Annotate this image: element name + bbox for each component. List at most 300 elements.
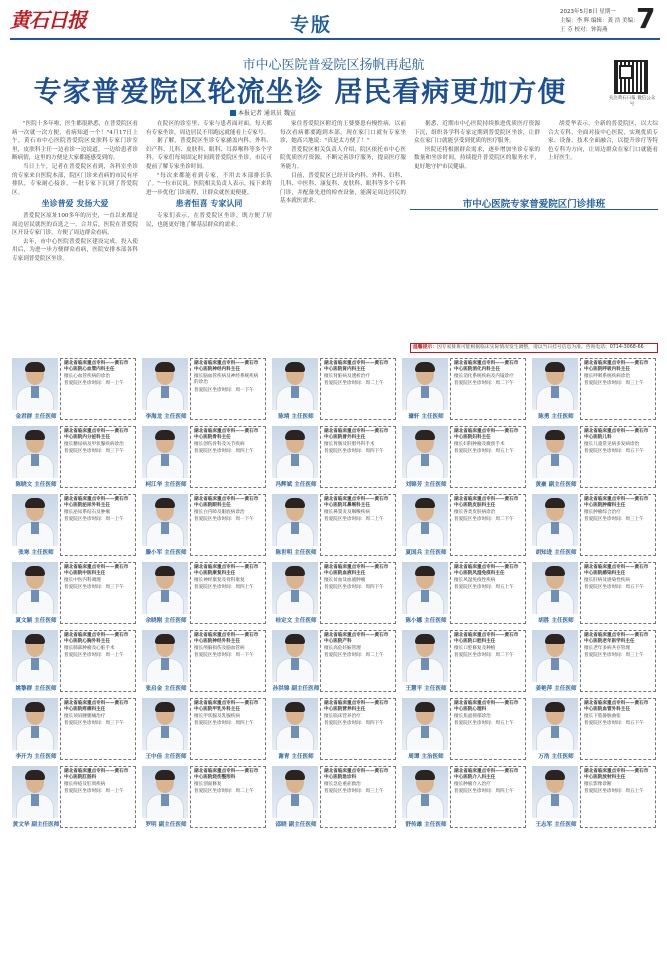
doctor-hair — [415, 430, 435, 440]
doctor-info-box — [450, 358, 526, 420]
doctor-schedule: 普爱院区坐诊时间：周二上午 — [324, 381, 384, 387]
doctor-schedule: 普爱院区坐诊时间：周二上午 — [324, 653, 384, 659]
doctor-specialty: 擅长中医内科调理 — [64, 577, 101, 583]
doctor-schedule: 普爱院区坐诊时间：周五下午 — [584, 449, 644, 455]
doctor-department: 湖北省临床重点专科——黄石市中心医院消化内科主任 — [454, 361, 519, 373]
doctor-info-box — [60, 358, 136, 420]
doctor-specialty: 擅长高危妊娠管理 — [324, 645, 361, 651]
doctor-hair — [415, 498, 435, 508]
doctor-schedule: 普爱院区坐诊时间：周四下午 — [324, 449, 384, 455]
article-paragraph: 在院区的诊室里，专家与患者面对面，每天都有专家坐诊，周边居民不用跑远就能看上专家号。 — [146, 121, 272, 136]
doctor-card — [400, 628, 528, 695]
doctor-info-box — [190, 630, 266, 692]
doctor-hair — [25, 566, 45, 576]
notice-text: 因专家排班可能根据临床实际情况发生调整，请以当日挂号信息为准。咨询电话：0714-3068-66 — [437, 345, 644, 350]
doctor-hair — [25, 634, 45, 644]
doctor-schedule: 普爱院区坐诊时间：周二下午 — [454, 381, 514, 387]
doctor-info-box — [60, 766, 136, 828]
doctor-schedule: 普爱院区坐诊时间：周一下午 — [194, 387, 254, 393]
doctor-schedule: 普爱院区坐诊时间：周五下午 — [584, 585, 644, 591]
doctor-schedule: 普爱院区坐诊时间：周一上午 — [64, 517, 124, 523]
doctor-collar — [31, 590, 39, 602]
doctor-name: 璩轩 主任医师 — [408, 414, 444, 420]
doctor-specialty: 擅长儿童常见病多发病诊治 — [584, 441, 640, 447]
doctor-name: 胡知进 主任医师 — [535, 550, 577, 556]
doctor-collar — [161, 522, 169, 534]
qr-code-icon — [614, 60, 648, 94]
doctor-photo — [402, 562, 448, 614]
doctor-department: 湖北省临床重点专科——黄石市中心医院内分泌科主任 — [64, 429, 129, 441]
doctor-name: 姚黎群 主任医师 — [15, 686, 57, 692]
notice-bar — [410, 343, 658, 353]
doctor-info-box — [450, 698, 526, 760]
doctor-collar — [421, 454, 429, 466]
doctor-department: 湖北省临床重点专科——黄石市中心医院感染科主任 — [584, 565, 649, 577]
doctor-name: 陈靖 主任医师 — [278, 414, 314, 420]
doctor-collar — [291, 726, 299, 738]
doctor-specialty: 擅长白内障及眼底病诊治 — [194, 509, 245, 515]
doctor-info-box — [320, 766, 396, 828]
doctor-specialty: 擅长糖尿病及甲状腺疾病诊治 — [64, 441, 124, 447]
doctor-card — [530, 696, 658, 763]
doctor-photo — [142, 358, 188, 410]
doctor-hair — [25, 498, 45, 508]
doctor-info-box — [450, 766, 526, 828]
doctor-info-box — [450, 630, 526, 692]
article-paragraph: 目前，普爱院区已经开设内科、外科、妇科、儿科、中医科、康复科、皮肤科、眼科等多个专科门诊，并配备先进的检查设备，能满足周边居民的基本就医需求。 — [280, 172, 406, 205]
doctor-card — [270, 696, 398, 763]
doctor-specialty: 擅长鼻窦炎及咽喉疾病 — [324, 509, 370, 515]
doctor-hair — [415, 566, 435, 576]
doctor-info-box — [190, 562, 266, 624]
doctor-hair — [285, 566, 305, 576]
article-paragraph: "每次来都能看到专家，不用去本部排长队了。"一位市民说。医院相关负责人表示，接下来将进一步优化门诊流程，让群众就医更便捷。 — [146, 172, 272, 196]
doctor-specialty: 擅长消化系统疾病及内镜诊疗 — [454, 373, 514, 379]
doctor-photo — [12, 426, 58, 478]
doctor-hair — [285, 362, 305, 372]
section-name: 专版 — [290, 14, 333, 36]
doctor-card — [530, 356, 658, 423]
doctor-department: 湖北省临床重点专科——黄石市中心医院骨科主任 — [194, 429, 259, 441]
doctor-specialty: 擅长下肢静脉曲张 — [584, 713, 621, 719]
doctor-specialty: 擅长创伤骨科及关节疾病 — [194, 441, 245, 447]
doctor-department: 湖北省临床重点专科——黄石市中心医院中医科主任 — [64, 565, 129, 577]
doctor-name: 孙洪锦 副主任医师 — [272, 686, 320, 692]
doctor-collar — [161, 386, 169, 398]
doctor-hair — [285, 430, 305, 440]
doctor-collar — [291, 794, 299, 806]
doctor-photo — [142, 630, 188, 682]
doctor-card — [140, 696, 268, 763]
top-divider — [10, 38, 660, 40]
doctor-photo — [402, 494, 448, 546]
doctor-specialty: 擅长肺部肿瘤及心脏手术 — [64, 645, 115, 651]
article-paragraph: 据了解，普爱院区坐诊专家涵盖内科、外科、妇产科、儿科、皮肤科、眼科、耳鼻喉科等多个学科。专家们每周固定时间到普爱院区坐诊，市民可提前了解专家坐诊时间。 — [146, 138, 272, 170]
doctor-info-box — [190, 766, 266, 828]
doctor-hair — [155, 770, 175, 780]
doctor-department: 湖北省临床重点专科——黄石市中心医院神经外科主任 — [194, 633, 259, 645]
doctor-specialty: 擅长肾脏病及透析治疗 — [324, 373, 370, 379]
doctor-photo — [272, 766, 318, 818]
doctor-collar — [551, 522, 559, 534]
doctor-photo — [402, 358, 448, 410]
doctor-department: 湖北省临床重点专科——黄石市中心医院营养科主任 — [324, 701, 389, 713]
doctor-photo — [532, 766, 578, 818]
doctor-schedule: 普爱院区坐诊时间：周四上午 — [194, 585, 254, 591]
doctor-specialty: 擅长焦虑抑郁诊治 — [454, 713, 491, 719]
doctor-photo — [12, 494, 58, 546]
doctor-info-box — [320, 562, 396, 624]
doctor-info-box — [580, 698, 656, 760]
doctor-department: 湖北省临床重点专科——黄石市中心医院介入科主任 — [454, 769, 519, 781]
doctor-photo — [532, 358, 578, 410]
headline-title: 专家普爱院区轮流坐诊 居民看病更加方便 — [33, 75, 567, 108]
byline-text: 本报记者 通讯员 魏宣 — [238, 110, 296, 117]
doctor-department: 湖北省临床重点专科——黄石市中心医院肾内科主任 — [324, 361, 389, 373]
doctor-hair — [415, 702, 435, 712]
article-column-3 — [280, 120, 406, 342]
doctor-info-box — [450, 562, 526, 624]
doctor-specialty: 擅长颅脑损伤及脑血管病 — [194, 645, 245, 651]
article-subhead: 患者恒喜 专家认同 — [175, 199, 243, 209]
doctor-card — [10, 424, 138, 491]
article-subhead: 坐诊普爱 发扬大爱 — [41, 199, 109, 209]
doctor-name: 金君群 主任医师 — [15, 414, 57, 420]
doctor-photo — [142, 426, 188, 478]
article-paragraph: 专家们表示，在普爱院区坐诊，既方便了居民，也能更好地了解基层群众的需求。 — [146, 212, 272, 228]
doctor-specialty: 擅长风湿免疫性疾病 — [454, 577, 496, 583]
doctor-card — [270, 764, 398, 831]
doctor-collar — [31, 522, 39, 534]
doctor-specialty: 擅长口腔修复及种植 — [454, 645, 496, 651]
doctor-photo — [402, 630, 448, 682]
doctor-card — [400, 696, 528, 763]
doctor-department: 湖北省临床重点专科——黄石市中心医院口腔科主任 — [454, 633, 519, 645]
doctor-photo — [532, 494, 578, 546]
doctor-collar — [421, 522, 429, 534]
doctor-collar — [291, 454, 299, 466]
doctor-department: 湖北省临床重点专科——黄石市中心医院耳鼻喉科主任 — [324, 497, 389, 509]
doctor-info-box — [580, 426, 656, 488]
doctor-info-box — [450, 426, 526, 488]
doctor-schedule: 普爱院区坐诊时间：周一下午 — [194, 517, 254, 523]
newspaper-logo: 黄石日报 — [10, 8, 86, 32]
doctor-schedule: 普爱院区坐诊时间：周三下午 — [64, 721, 124, 727]
doctor-collar — [31, 386, 39, 398]
article-paragraph: 家住普爱院区附近的王婆婆患有慢性病，以前每次看病都要跑到本部。现在家门口就有专家坐诊，她高兴地说："真是太方便了！" — [280, 121, 406, 145]
doctor-department: 湖北省临床重点专科——黄石市中心医院普外科主任 — [324, 429, 389, 441]
doctor-specialty: 擅长影像诊断 — [584, 781, 612, 787]
doctor-collar — [161, 794, 169, 806]
doctor-specialty: 擅长贫血及血液肿瘤 — [324, 577, 366, 583]
doctor-specialty: 擅长临床营养治疗 — [324, 713, 361, 719]
doctor-card — [400, 356, 528, 423]
doctor-info-box — [190, 358, 266, 420]
doctor-schedule: 普爱院区坐诊时间：周四上午 — [194, 721, 254, 727]
doctor-card — [530, 492, 658, 559]
doctor-info-box — [60, 426, 136, 488]
doctor-card — [400, 424, 528, 491]
doctor-card — [530, 628, 658, 695]
doctor-collar — [161, 590, 169, 602]
doctor-specialty: 擅长甲状腺及乳腺疾病 — [194, 713, 240, 719]
doctor-photo — [272, 358, 318, 410]
doctor-photo — [272, 426, 318, 478]
doctor-hair — [545, 430, 565, 440]
doctor-name: 周谭 主治医师 — [408, 754, 444, 760]
article-paragraph: 普爱院区相关负责人介绍，院区依托市中心医院优质医疗资源，不断完善诊疗服务，提高医疗服务能力。 — [280, 146, 406, 170]
doctor-hair — [415, 770, 435, 780]
doctor-department: 湖北省临床重点专科——黄石市中心医院康复科主任 — [194, 565, 259, 577]
doctor-collar — [421, 794, 429, 806]
doctor-hair — [155, 362, 175, 372]
doctor-collar — [291, 590, 299, 602]
doctor-hair — [155, 430, 175, 440]
headline-kicker: 市中心医院普爱院区扬帆再起航 — [242, 58, 425, 73]
notice-label: 温馨提示： — [413, 345, 437, 350]
doctor-schedule: 普爱院区坐诊时间：周二上午 — [194, 789, 254, 795]
doctor-hair — [25, 362, 45, 372]
doctor-specialty: 擅长肝病及感染性疾病 — [584, 577, 630, 583]
issue-meta — [560, 8, 640, 34]
doctor-name: 张寒 主任医师 — [18, 550, 54, 556]
doctor-name: 黄豪 副主任医师 — [535, 482, 577, 488]
doctor-photo — [142, 562, 188, 614]
doctor-name: 陈小娜 主任医师 — [405, 618, 447, 624]
doctor-name: 姜艳萍 主任医师 — [535, 686, 577, 692]
article-paragraph: 去年，市中心医院普爱院区建设完成，投入使用后，为进一步方便群众看病，医院安排本部各科专家到普爱院区坐诊。 — [12, 238, 138, 262]
doctor-info-box — [190, 698, 266, 760]
doctor-name: 陈世明 主任医师 — [275, 550, 317, 556]
issue-date: 2023年5月8日 星期一 — [560, 9, 616, 15]
masthead — [0, 0, 667, 40]
doctor-name: 冯辉斌 主任医师 — [275, 482, 317, 488]
doctor-photo — [532, 630, 578, 682]
doctor-collar — [551, 726, 559, 738]
doctor-hair — [155, 702, 175, 712]
doctor-hair — [25, 430, 45, 440]
doctor-specialty: 擅长心血管疾病的诊治 — [64, 373, 110, 379]
doctor-photo — [402, 426, 448, 478]
doctor-name: 陈勇 主任医师 — [538, 414, 574, 420]
doctor-schedule: 普爱院区坐诊时间：周一下午 — [194, 653, 254, 659]
doctor-card — [270, 492, 398, 559]
doctor-photo — [12, 562, 58, 614]
doctor-department: 湖北省临床重点专科——黄石市中心医院皮肤科主任 — [454, 497, 519, 509]
doctor-hair — [285, 702, 305, 712]
doctor-name: 邵晓 副主任医师 — [275, 822, 317, 828]
doctor-photo — [272, 494, 318, 546]
doctor-photo — [12, 698, 58, 750]
doctor-specialty: 擅长颈肩腰腿痛治疗 — [64, 713, 106, 719]
doctor-card — [10, 696, 138, 763]
doctor-card — [140, 560, 268, 627]
doctor-hair — [545, 770, 565, 780]
doctor-department: 湖北省临床重点专科——黄石市中心医院心理科 — [454, 701, 519, 713]
doctor-collar — [161, 454, 169, 466]
doctor-specialty: 擅长痔疮及肛周疾病 — [64, 781, 106, 787]
article-paragraph: 当日上午，记者在普爱院区看到，各科室坐诊的专家来自医院本部，院区门诊来看病的市民有序排队，专家耐心接诊，一批专家下沉到了普爱院区。 — [12, 163, 138, 196]
doctor-info-box — [60, 630, 136, 692]
doctor-card — [400, 492, 528, 559]
article-column-2 — [146, 120, 272, 342]
doctor-collar — [291, 386, 299, 398]
schedule-table-title: 市中心医院专家普爱院区门诊排班 — [410, 196, 658, 210]
doctor-info-box — [60, 698, 136, 760]
doctor-schedule: 普爱院区坐诊时间：周三上午 — [584, 381, 644, 387]
doctor-department: 湖北省临床重点专科——黄石市中心医院神经内科主任 — [194, 361, 259, 373]
doctor-department: 湖北省临床重点专科——黄石市中心医院心胸外科主任 — [64, 633, 129, 645]
doctor-info-box — [580, 562, 656, 624]
doctor-info-box — [190, 494, 266, 556]
doctor-info-box — [580, 766, 656, 828]
doctor-specialty: 擅长各类皮肤病诊治 — [454, 509, 496, 515]
byline-square-icon — [230, 110, 236, 116]
doctor-hair — [545, 362, 565, 372]
doctor-hair — [285, 498, 305, 508]
doctor-department: 湖北省临床重点专科——黄石市中心医院肿瘤科主任 — [584, 497, 649, 509]
doctor-specialty: 擅长创面修复 — [194, 781, 222, 787]
qr-caption: 关注黄石日报 微信公众号 — [608, 96, 656, 107]
doctor-collar — [161, 658, 169, 670]
doctor-card — [10, 628, 138, 695]
doctor-hair — [285, 634, 305, 644]
doctor-department: 湖北省临床重点专科——黄石市中心医院风湿免疫科主任 — [454, 565, 519, 577]
doctor-collar — [421, 658, 429, 670]
doctor-collar — [161, 726, 169, 738]
doctor-name: 黄文华 副主任医师 — [12, 822, 60, 828]
doctor-name: 刘锦芳 主任医师 — [405, 482, 447, 488]
editor-credits: 主编：李 辉 编辑：龚 浩 美编：王 芬 校对：钟海燕 — [560, 18, 639, 33]
doctor-schedule: 普爱院区坐诊时间：周五上午 — [584, 789, 644, 795]
article-column-1 — [12, 120, 138, 342]
doctor-name: 王中佳 主任医师 — [145, 754, 187, 760]
doctor-collar — [421, 726, 429, 738]
doctor-schedule: 普爱院区坐诊时间：周二下午 — [454, 517, 514, 523]
article-paragraph: "医院十多年啦，医生都很熟悉，在普爱院区看病一次就一次方便，看病知道一个！"4月17日上午，黄石市中心医院普爱院区皮肤科专家门诊室里，皮肤科主任一边看诊一边说道，一边给患者诊断病情，这里的方便是大家都能感受到的。 — [12, 121, 138, 162]
doctor-card — [140, 764, 268, 831]
doctor-department: 湖北省临床重点专科——黄石市中心医院甲乳外科主任 — [194, 701, 259, 713]
doctor-card — [400, 560, 528, 627]
doctor-name: 夏国兵 主任医师 — [405, 550, 447, 556]
doctor-collar — [551, 454, 559, 466]
doctor-schedule: 普爱院区坐诊时间：周三上午 — [584, 653, 644, 659]
doctor-info-box — [580, 494, 656, 556]
doctor-name: 陈晓文 主任医师 — [15, 482, 57, 488]
doctor-name: 夏文颖 主任医师 — [15, 618, 57, 624]
doctor-collar — [551, 386, 559, 398]
doctor-name: 万浩 主任医师 — [538, 754, 574, 760]
doctor-name: 余晓刚 主任医师 — [145, 618, 187, 624]
doctor-department: 湖北省临床重点专科——黄石市中心医院疼痛科主任 — [64, 701, 129, 713]
doctor-photo — [272, 698, 318, 750]
doctor-info-box — [60, 562, 136, 624]
doctor-schedule: 普爱院区坐诊时间：周三下午 — [64, 449, 124, 455]
doctor-name: 舒传雄 主任医师 — [405, 822, 447, 828]
doctor-card — [10, 492, 138, 559]
doctor-info-box — [580, 630, 656, 692]
doctor-collar — [291, 522, 299, 534]
article-paragraph: 胡爱华表示，全新的普爱院区，以大综合大专科、全面对接中心医院，实现优质专家、设备、技术全面融合，以提升诊疗等特色专科为方向，让周边群众在家门口就能看上好医生。 — [548, 121, 658, 162]
doctor-card — [140, 424, 268, 491]
doctor-card — [530, 424, 658, 491]
doctor-specialty: 擅长泌尿系结石及肿瘤 — [64, 509, 110, 515]
doctor-name: 罗明 副主任医师 — [145, 822, 187, 828]
article-body — [10, 120, 660, 342]
doctor-info-box — [320, 630, 396, 692]
doctor-info-box — [320, 698, 396, 760]
doctor-photo — [532, 426, 578, 478]
doctor-schedule: 普爱院区坐诊时间：周三下午 — [64, 585, 124, 591]
doctor-hair — [155, 566, 175, 576]
doctor-name: 李海龙 主任医师 — [145, 414, 187, 420]
doctor-name: 王志军 主任医师 — [535, 822, 577, 828]
doctor-photo — [402, 766, 448, 818]
doctor-specialty: 擅长急危重症救治 — [324, 781, 361, 787]
doctor-department: 湖北省临床重点专科——黄石市中心医院心血管内科主任 — [64, 361, 129, 373]
doctor-card — [530, 764, 658, 831]
doctor-grid — [10, 356, 660, 968]
doctor-card — [270, 424, 398, 491]
doctor-department: 湖北省临床重点专科——黄石市中心医院肛肠科 — [64, 769, 129, 781]
doctor-photo — [142, 698, 188, 750]
doctor-schedule: 普爱院区坐诊时间：周四上午 — [454, 789, 514, 795]
doctor-specialty: 擅长妇科肿瘤及微创手术 — [454, 441, 505, 447]
doctor-schedule: 普爱院区坐诊时间：周五上午 — [454, 721, 514, 727]
doctor-card — [270, 356, 398, 423]
doctor-info-box — [60, 494, 136, 556]
doctor-schedule: 普爱院区坐诊时间：周一上午 — [64, 653, 124, 659]
doctor-collar — [551, 658, 559, 670]
doctor-specialty: 擅长肿瘤综合治疗 — [584, 509, 621, 515]
doctor-info-box — [320, 358, 396, 420]
doctor-collar — [551, 590, 559, 602]
doctor-photo — [272, 630, 318, 682]
article-paragraph: 普爱院区原址100多年的历史，一直以来都是周边居民就医的首选之一。合并后，医院在普爱院区开设专家门诊，方便了周边群众看病。 — [12, 212, 138, 237]
doctor-specialty: 擅长呼吸系统疾病诊治 — [584, 373, 630, 379]
doctor-hair — [25, 770, 45, 780]
doctor-photo — [272, 562, 318, 614]
article-column-5 — [548, 120, 658, 194]
doctor-photo — [532, 698, 578, 750]
article-paragraph: 医院还将根据群众需求，逐步增加坐诊专家的数量和坐诊时间，持续提升普爱院区的服务水平，更好地守护市民健康。 — [414, 146, 540, 170]
doctor-department: 湖北省临床重点专科——黄石市中心医院急诊科 — [324, 769, 389, 781]
doctor-hair — [545, 498, 565, 508]
doctor-hair — [545, 566, 565, 576]
doctor-department: 湖北省临床重点专科——黄石市中心医院呼吸内科主任 — [584, 361, 649, 373]
doctor-photo — [12, 358, 58, 410]
doctor-specialty: 擅长胃肠及肝胆外科手术 — [324, 441, 375, 447]
doctor-photo — [532, 562, 578, 614]
doctor-schedule: 普爱院区坐诊时间：周四下午 — [324, 721, 384, 727]
doctor-card — [10, 560, 138, 627]
doctor-card — [140, 356, 268, 423]
doctor-card — [10, 356, 138, 423]
doctor-collar — [421, 386, 429, 398]
doctor-card — [400, 764, 528, 831]
doctor-department: 湖北省临床重点专科——黄石市中心医院放射科主任 — [584, 769, 649, 781]
doctor-hair — [415, 362, 435, 372]
doctor-collar — [31, 794, 39, 806]
doctor-collar — [31, 658, 39, 670]
doctor-info-box — [320, 494, 396, 556]
doctor-name: 胡胜 主任医师 — [538, 618, 574, 624]
doctor-schedule: 普爱院区坐诊时间：周四下午 — [324, 585, 384, 591]
doctor-department: 湖北省临床重点专科——黄石市中心医院烧伤整形科 — [194, 769, 259, 781]
doctor-name: 滕小军 主任医师 — [145, 550, 187, 556]
doctor-department: 湖北省临床重点专科——黄石市中心医院老年医学科主任 — [584, 633, 649, 645]
doctor-schedule: 普爱院区坐诊时间：周五上午 — [454, 449, 514, 455]
